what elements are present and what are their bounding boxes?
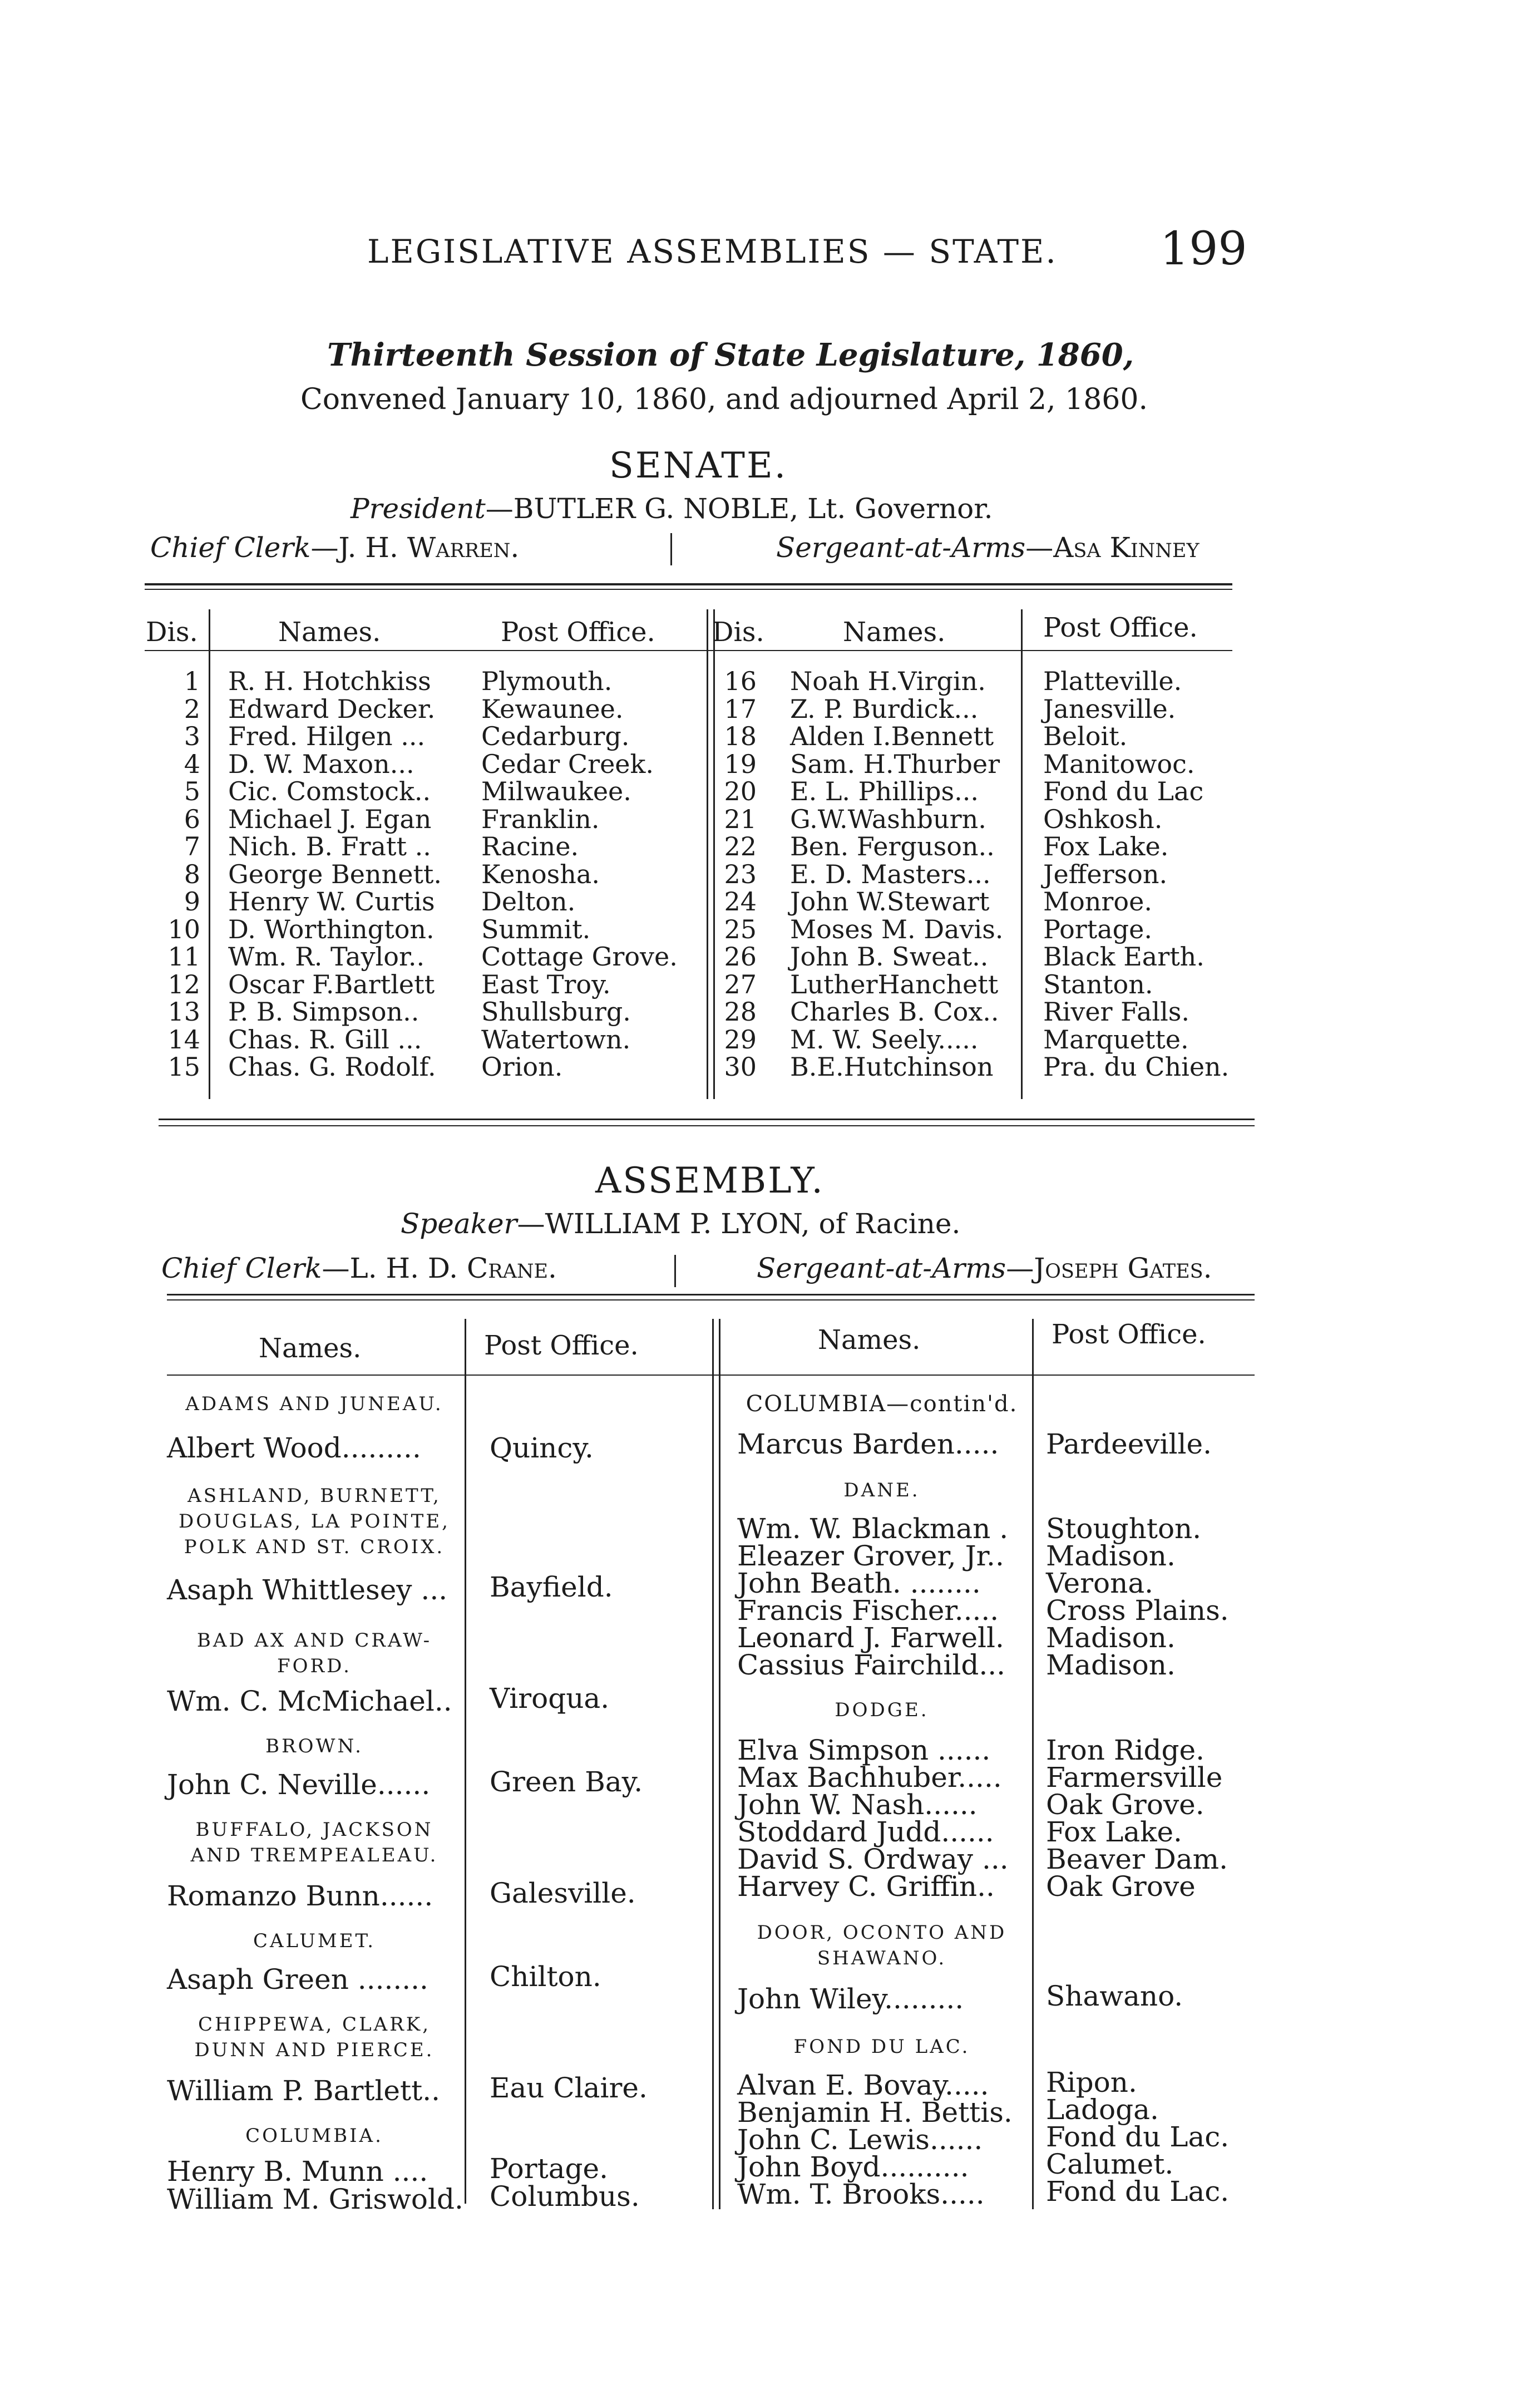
member-name: William M. Griswold. (167, 2183, 463, 2215)
senate-header-dis: Dis. (146, 617, 198, 648)
senate-name-cell: Chas. G. Rodolf. (228, 1052, 436, 1082)
member-post-office: Viroqua. (490, 1682, 610, 1715)
member-name: Leonard J. Farwell. (737, 1622, 1004, 1654)
senate-po-cell: Delton. (481, 886, 576, 917)
member-post-office: Pardeeville. (1046, 1428, 1212, 1460)
county-heading: BROWN. (265, 1735, 363, 1757)
assembly-sergeant (757, 1252, 1212, 1284)
member-post-office: Fond du Lac. (1046, 2175, 1230, 2208)
county-heading: FOND DU LAC. (793, 2036, 970, 2058)
senate-president (351, 492, 993, 525)
member-post-office: Shawano. (1046, 1980, 1183, 2012)
sergeant-label: Sergeant-at-Arms (757, 1252, 1006, 1284)
county-heading: CHIPPEWA, CLARK, (198, 2013, 431, 2036)
member-post-office: Cross Plains. (1046, 1594, 1229, 1627)
assembly-header-post-office: Post Office. (1052, 1319, 1206, 1350)
senate-name-cell: G.W.Washburn. (790, 804, 986, 834)
member-name: Francis Fischer..... (737, 1594, 999, 1627)
member-name: John Beath. ........ (737, 1567, 981, 1599)
county-heading: ADAMS AND JUNEAU. (185, 1393, 443, 1415)
senate-name-cell: Henry W. Curtis (228, 886, 435, 917)
senate-left-name-column (228, 668, 442, 1081)
senate-dis-cell: 14 (167, 1024, 200, 1055)
senate-col-rule (713, 609, 715, 1099)
senate-po-cell: Stanton. (1043, 969, 1153, 999)
member-post-office: Green Bay. (490, 1766, 643, 1798)
senate-po-cell: Cedar Creek. (481, 748, 654, 779)
member-name: Wm. W. Blackman . (737, 1513, 1009, 1545)
county-heading: SHAWANO. (817, 1947, 947, 1969)
member-post-office: Farmersville (1046, 1761, 1223, 1794)
senate-name-cell: Alden I.Bennett (790, 721, 994, 751)
senate-name-cell: D. W. Maxon... (228, 748, 414, 779)
assembly-col-rule (465, 1319, 466, 2204)
senate-dis-cell: 1 (184, 666, 200, 696)
member-name: John C. Neville...... (167, 1768, 431, 1801)
senate-name-cell: Moses M. Davis. (790, 914, 1004, 944)
county-heading: COLUMBIA—contin'd. (746, 1391, 1018, 1417)
member-post-office: Verona. (1046, 1567, 1154, 1599)
chief-clerk-value: —L. H. D. Crane. (322, 1252, 557, 1284)
senate-dis-cell: 21 (724, 804, 757, 834)
assembly-top-rule (167, 1294, 1255, 1295)
senate-name-cell: R. H. Hotchkiss (228, 666, 431, 696)
running-head: LEGISLATIVE ASSEMBLIES — STATE. (367, 233, 1058, 270)
senate-name-cell: E. D. Masters... (790, 859, 991, 889)
county-heading: COLUMBIA. (245, 2125, 383, 2147)
senate-name-cell: Edward Decker. (228, 693, 436, 724)
senate-po-cell: Racine. (481, 831, 579, 861)
member-post-office: Fox Lake. (1046, 1816, 1182, 1848)
county-heading: ASHLAND, BURNETT, (187, 1485, 441, 1507)
member-post-office: Fond du Lac. (1046, 2121, 1230, 2153)
member-post-office: Iron Ridge. (1046, 1734, 1205, 1766)
member-post-office: Bayfield. (490, 1571, 613, 1603)
senate-left-district-column (167, 668, 200, 1081)
senate-dis-cell: 15 (167, 1052, 200, 1082)
senate-name-cell: Oscar F.Bartlett (228, 969, 435, 999)
senate-po-cell: Portage. (1043, 914, 1152, 944)
senate-po-cell: Cedarburg. (481, 721, 630, 751)
member-name: John W. Nash...... (737, 1789, 978, 1821)
member-name: John Wiley......... (737, 1983, 964, 2015)
member-name: Henry B. Munn .... (167, 2155, 428, 2188)
senate-name-cell: Chas. R. Gill ... (228, 1024, 422, 1055)
senate-po-cell: Janesville. (1043, 693, 1176, 724)
member-name: Alvan E. Bovay..... (737, 2069, 989, 2101)
member-post-office: Ladoga. (1046, 2093, 1159, 2126)
senate-dis-cell: 29 (724, 1024, 757, 1055)
senate-name-cell: E. L. Phillips... (790, 776, 979, 806)
senate-dis-cell: 10 (167, 914, 200, 944)
senate-po-cell: Jefferson. (1043, 859, 1168, 889)
senate-dis-cell: 5 (184, 776, 200, 806)
member-post-office: Madison. (1046, 1622, 1176, 1654)
senate-po-cell: Manitowoc. (1043, 748, 1195, 779)
member-name: Wm. T. Brooks..... (737, 2178, 985, 2210)
senate-name-cell: D. Worthington. (228, 914, 435, 944)
senate-po-cell: Orion. (481, 1052, 563, 1082)
member-name: John C. Lewis...... (737, 2124, 983, 2156)
member-post-office: Galesville. (490, 1877, 636, 1909)
senate-dis-cell: 16 (724, 666, 757, 696)
senate-dis-cell: 28 (724, 997, 757, 1027)
senate-dis-cell: 25 (724, 914, 757, 944)
senate-name-cell: Michael J. Egan (228, 804, 432, 834)
senate-chief-clerk (150, 531, 519, 564)
member-post-office: Madison. (1046, 1649, 1176, 1681)
senate-name-cell: Ben. Ferguson.. (790, 831, 995, 861)
county-heading: CALUMET. (253, 1930, 376, 1952)
senate-dis-cell: 19 (724, 748, 757, 779)
senate-sergeant (776, 531, 1200, 564)
member-post-office: Columbus. (490, 2180, 640, 2213)
session-dates: Convened January 10, 1860, and adjourned April 2, 1860. (300, 383, 1148, 416)
senate-po-cell: Black Earth. (1043, 942, 1205, 972)
senate-po-cell: Milwaukee. (481, 776, 631, 806)
assembly-col-rule (712, 1319, 714, 2209)
senate-name-cell: John W.Stewart (790, 886, 990, 917)
member-post-office: Quincy. (490, 1432, 594, 1464)
member-post-office: Oak Grove. (1046, 1789, 1205, 1821)
member-name: Harvey C. Griffin.. (737, 1870, 995, 1903)
senate-header-dis: Dis. (712, 617, 764, 648)
senate-dis-cell: 12 (167, 969, 200, 999)
county-heading: DOOR, OCONTO AND (757, 1922, 1007, 1944)
senate-dis-cell: 4 (184, 748, 200, 779)
president-value: —BUTLER G. NOBLE, Lt. Governor. (485, 492, 993, 525)
page-number: 199 (1160, 223, 1247, 275)
senate-po-cell: Beloit. (1043, 721, 1128, 751)
senate-name-cell: Charles B. Cox.. (790, 997, 999, 1027)
senate-bottom-rule-thin (159, 1125, 1255, 1126)
senate-dis-cell: 8 (184, 859, 200, 889)
senate-name-cell: John B. Sweat.. (790, 942, 989, 972)
senate-name-cell: Sam. H.Thurber (790, 748, 1000, 779)
senate-left-post-office-column (481, 668, 678, 1081)
speaker-label: Speaker (401, 1208, 517, 1240)
member-name: Marcus Barden..... (737, 1428, 999, 1460)
county-heading: FORD. (277, 1655, 352, 1677)
senate-dis-cell: 27 (724, 969, 757, 999)
member-name: Cassius Fairchild... (737, 1649, 1006, 1681)
senate-po-cell: Kenosha. (481, 859, 600, 889)
assembly-col-rule (1032, 1319, 1034, 2209)
session-title: Thirteenth Session of State Legislature, 1860, (327, 337, 1134, 373)
senate-name-cell: Cic. Comstock.. (228, 776, 431, 806)
member-name: Wm. C. McMichael.. (167, 1685, 452, 1717)
member-name: Max Bachhuber..... (737, 1761, 1002, 1794)
county-heading: POLK AND ST. CROIX. (184, 1536, 445, 1558)
member-name: Asaph Whittlesey ... (167, 1574, 448, 1606)
senate-col-rule (209, 609, 210, 1099)
senate-name-cell: Z. P. Burdick... (790, 693, 979, 724)
member-post-office: Ripon. (1046, 2066, 1137, 2098)
senate-name-cell: M. W. Seely..... (790, 1024, 979, 1055)
member-post-office: Portage. (490, 2152, 609, 2185)
senate-col-rule (1021, 609, 1023, 1099)
senate-name-cell: Noah H.Virgin. (790, 666, 986, 696)
county-heading: DODGE. (835, 1699, 929, 1721)
senate-po-cell: Kewaunee. (481, 693, 624, 724)
assembly-title: ASSEMBLY. (595, 1160, 825, 1201)
senate-right-post-office-column (1043, 668, 1229, 1081)
senate-dis-cell: 11 (167, 942, 200, 972)
member-name: William P. Bartlett.. (167, 2075, 440, 2107)
senate-dis-cell: 30 (724, 1052, 757, 1082)
senate-po-cell: Fox Lake. (1043, 831, 1169, 861)
senate-po-cell: Oshkosh. (1043, 804, 1163, 834)
senate-top-rule (145, 583, 1232, 585)
assembly-top-rule-thin (167, 1299, 1255, 1300)
senate-name-cell: P. B. Simpson.. (228, 997, 419, 1027)
senate-name-cell: Fred. Hilgen ... (228, 721, 426, 751)
county-heading: BUFFALO, JACKSON (195, 1819, 433, 1841)
member-post-office: Calumet. (1046, 2148, 1174, 2180)
senate-po-cell: Platteville. (1043, 666, 1182, 696)
senate-po-cell: Franklin. (481, 804, 600, 834)
senate-right-district-column (723, 668, 757, 1081)
senate-dis-cell: 20 (724, 776, 757, 806)
senate-dis-cell: 23 (724, 859, 757, 889)
member-post-office: Eau Claire. (490, 2072, 648, 2104)
county-heading: DANE. (843, 1479, 920, 1501)
senate-dis-cell: 9 (184, 886, 200, 917)
senate-header-names: Names. (843, 617, 946, 648)
member-name: David S. Ordway ... (737, 1843, 1009, 1875)
senate-dis-cell: 17 (724, 693, 757, 724)
president-label: President (351, 492, 486, 525)
senate-po-cell: Fond du Lac (1043, 776, 1204, 806)
senate-dis-cell: 18 (724, 721, 757, 751)
senate-po-cell: East Troy. (481, 969, 611, 999)
member-post-office: Beaver Dam. (1046, 1843, 1228, 1875)
senate-right-name-column (790, 668, 1003, 1081)
assembly-header-names: Names. (259, 1333, 362, 1364)
senate-header-names: Names. (278, 617, 381, 648)
senate-po-cell: Pra. du Chien. (1043, 1052, 1230, 1082)
speaker-value: —WILLIAM P. LYON, of Racine. (517, 1208, 961, 1240)
chief-clerk-label: Chief Clerk (150, 531, 311, 564)
senate-header-rule (145, 650, 1232, 651)
senate-name-cell: George Bennett. (228, 859, 442, 889)
member-post-office: Oak Grove (1046, 1870, 1196, 1903)
officer-separator (674, 1255, 676, 1287)
sergeant-value: —Joseph Gates. (1006, 1252, 1212, 1284)
member-name: Albert Wood......... (167, 1432, 421, 1464)
senate-dis-cell: 3 (184, 721, 200, 751)
senate-po-cell: Summit. (481, 914, 591, 944)
senate-dis-cell: 13 (167, 997, 200, 1027)
county-heading: DOUGLAS, LA POINTE, (179, 1510, 450, 1533)
chief-clerk-label: Chief Clerk (161, 1252, 322, 1284)
senate-dis-cell: 22 (724, 831, 757, 861)
senate-dis-cell: 24 (724, 886, 757, 917)
senate-name-cell: LutherHanchett (790, 969, 999, 999)
member-name: Elva Simpson ...... (737, 1734, 991, 1766)
assembly-header-post-office: Post Office. (484, 1330, 639, 1361)
senate-name-cell: B.E.Hutchinson (790, 1052, 994, 1082)
senate-name-cell: Nich. B. Fratt .. (228, 831, 431, 861)
county-heading: AND TREMPEALEAU. (190, 1844, 438, 1866)
county-heading: BAD AX AND CRAW- (196, 1629, 432, 1652)
county-heading: DUNN AND PIERCE. (194, 2039, 435, 2061)
senate-dis-cell: 6 (184, 804, 200, 834)
senate-dis-cell: 7 (184, 831, 200, 861)
senate-po-cell: Shullsburg. (481, 997, 631, 1027)
assembly-chief-clerk (161, 1252, 557, 1284)
senate-header-post-office: Post Office. (501, 617, 655, 648)
sergeant-value: —Asa Kinney (1025, 531, 1200, 564)
senate-col-rule (707, 609, 708, 1099)
senate-title: SENATE. (609, 445, 788, 486)
senate-header-post-office: Post Office. (1043, 612, 1198, 643)
member-name: John Boyd.......... (737, 2151, 969, 2183)
senate-po-cell: Plymouth. (481, 666, 613, 696)
senate-po-cell: Marquette. (1043, 1024, 1189, 1055)
assembly-speaker (401, 1208, 960, 1240)
member-name: Romanzo Bunn...... (167, 1880, 433, 1912)
senate-dis-cell: 2 (184, 693, 200, 724)
senate-po-cell: Watertown. (481, 1024, 631, 1055)
senate-bottom-rule (159, 1119, 1255, 1120)
chief-clerk-value: —J. H. Warren. (310, 531, 520, 564)
member-name: Eleazer Grover, Jr.. (737, 1540, 1004, 1572)
member-post-office: Stoughton. (1046, 1513, 1202, 1545)
member-name: Benjamin H. Bettis. (737, 2096, 1013, 2129)
officer-separator (670, 533, 672, 565)
sergeant-label: Sergeant-at-Arms (776, 531, 1026, 564)
senate-po-cell: Cottage Grove. (481, 942, 678, 972)
member-name: Asaph Green ........ (167, 1963, 428, 1996)
assembly-col-rule (719, 1319, 720, 2209)
senate-name-cell: Wm. R. Taylor.. (228, 942, 425, 972)
senate-top-rule-thin (145, 589, 1232, 590)
member-name: Stoddard Judd...... (737, 1816, 994, 1848)
senate-po-cell: Monroe. (1043, 886, 1152, 917)
senate-dis-cell: 26 (724, 942, 757, 972)
member-post-office: Chilton. (490, 1960, 601, 1993)
member-post-office: Madison. (1046, 1540, 1176, 1572)
assembly-header-names: Names. (818, 1324, 921, 1356)
senate-po-cell: River Falls. (1043, 997, 1190, 1027)
assembly-header-rule (167, 1375, 1255, 1376)
